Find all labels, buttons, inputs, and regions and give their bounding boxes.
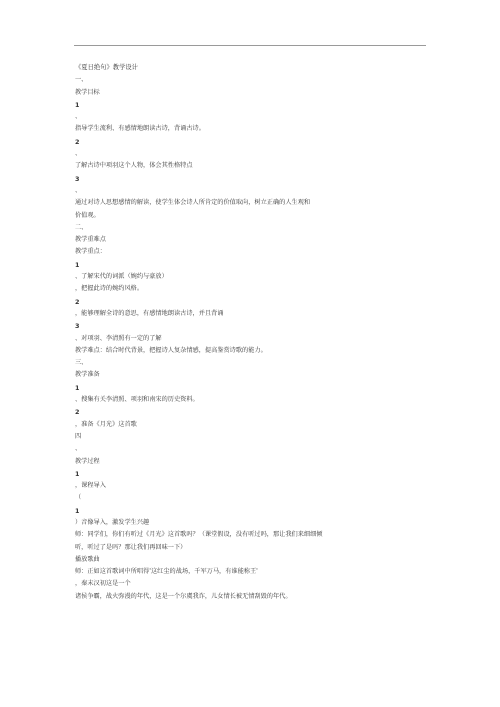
body-text-line: ，课程导入	[75, 482, 106, 490]
section-title: 教学过程	[75, 457, 100, 465]
body-text-line: ，能够理解全诗的意思，有感情地朗读古诗，并且背诵	[75, 309, 224, 317]
item-number: 2	[75, 408, 80, 417]
item-separator: （	[75, 494, 82, 502]
body-text-line: 通过对诗人思想感情的解读，使学生体会诗人所肯定的价值取向，树立正确的人生观和	[75, 199, 311, 207]
section-heading: 四	[75, 432, 82, 440]
section-title: 教学重难点	[75, 236, 106, 244]
item-separator: 、	[75, 113, 82, 121]
item-number: 1	[75, 506, 80, 515]
body-text-line: ，秦末汉初这是一个	[75, 580, 131, 588]
item-number: 3	[75, 322, 80, 331]
section-heading: 二、	[75, 223, 88, 231]
item-number: 1	[75, 383, 80, 392]
subsection-label: 教学重点：	[75, 248, 106, 256]
body-text-line: 播放歌曲	[75, 555, 100, 563]
body-text-line: ，把握此诗的婉约风格。	[75, 285, 144, 293]
section-heading: 三、	[75, 359, 88, 367]
section-title: 教学目标	[75, 88, 100, 96]
item-number: 2	[75, 137, 80, 146]
item-number: 3	[75, 174, 80, 183]
item-separator: 、	[75, 150, 82, 158]
document-body	[75, 62, 427, 603]
item-number: 1	[75, 100, 80, 109]
body-text-line: 了解古诗中项羽这个人物，体会其性格特点	[75, 162, 193, 170]
body-text-line: 师：同学们，你们有听过《月光》这首歌吗？（课堂假设，没有听过吗，那让我们来细细倾	[75, 531, 323, 539]
item-separator: 、	[75, 445, 82, 453]
body-text-line: 指导学生流利、有感情地朗读古诗，背诵古诗。	[75, 125, 205, 133]
item-separator: 、	[75, 186, 82, 194]
body-text-line: 价值观。	[75, 211, 100, 219]
body-text-line: 师：正如这首歌词中所唱得'这红尘的战场，千军万马，有谁能称王'	[75, 568, 258, 576]
item-number: 1	[75, 469, 80, 478]
body-text-line: ，准备《月光》这首歌	[75, 420, 137, 428]
item-number: 1	[75, 260, 80, 269]
item-number: 2	[75, 297, 80, 306]
body-text-line: ）音像导入，激发学生兴趣	[75, 518, 150, 526]
body-text-line: 、对项羽、李清照有一定的了解	[75, 334, 162, 342]
body-text-line: 诸侯争霸，战火弥漫的年代，这是一个尔虞我诈，儿女情长被无情刮毁的年代。	[75, 592, 292, 600]
section-heading: 一、	[75, 76, 88, 84]
section-title: 教学准备	[75, 371, 100, 379]
header-rule	[74, 45, 426, 46]
body-text-line: 、搜集有关李清照、项羽和南宋的历史资料。	[75, 396, 199, 404]
body-text-line: 听，听过了是吗？那让我们再回味一下）	[75, 543, 187, 551]
document-title: 《夏日绝句》教学设计	[75, 64, 138, 71]
body-text-line: 、了解宋代的词派（婉约与豪放）	[75, 273, 168, 281]
body-text-line: 教学难点：结合时代背景，把握诗人复杂情感，提高鉴赏诗歌的能力。	[75, 346, 267, 354]
